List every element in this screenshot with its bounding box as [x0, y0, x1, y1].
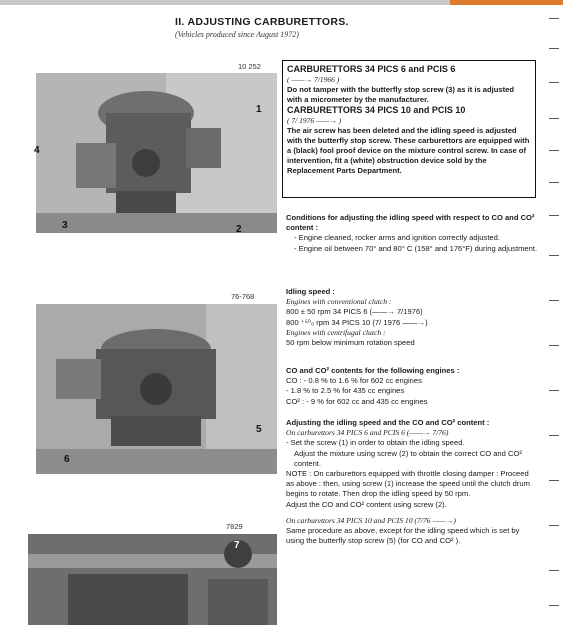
box-date-1: ( ——→ 7/1966 ) — [287, 75, 340, 84]
callout-4: 4 — [34, 145, 40, 156]
adjust-note: NOTE : On carburettors equipped with throttle closing damper : Proceed as above : then, using screw (1) increase the speed until the clutch drum begins to rotate. Then drop the idling speed by 50 rpm. — [286, 469, 530, 499]
figure-1-carburettor-photo — [36, 73, 277, 233]
margin-tick — [549, 150, 559, 151]
conditions-section — [286, 213, 538, 254]
carburettor-illustration-1 — [36, 73, 277, 233]
box-heading-2: CARBURETTORS 34 PICS 10 and PCIS 10 — [287, 105, 466, 115]
adjust-step-1: - Set the screw (1) in order to obtain the idling speed. — [286, 438, 465, 448]
adjust-carb-2: On carburettors 34 PICS 10 and PCIS 10 (7/76 ——→) — [286, 515, 456, 525]
callout-1: 1 — [256, 104, 262, 115]
idling-row-3: 50 rpm below minimum rotation speed — [286, 338, 415, 348]
margin-tick — [549, 390, 559, 391]
conditions-heading: Conditions for adjusting the idling speed with respect to CO and CO² content : — [286, 213, 535, 233]
margin-tick — [549, 215, 559, 216]
idling-row-1: 800 ± 50 rpm 34 PICS 6 (——→ 7/1976) — [286, 307, 423, 317]
right-margin-marks — [545, 0, 563, 625]
page-subtitle: (Vehicles produced since August 1972) — [175, 30, 299, 39]
co-heading: CO and CO² contents for the following engines : — [286, 366, 460, 375]
adjust-section — [286, 418, 538, 546]
idling-section — [286, 287, 538, 348]
callout-6: 6 — [64, 454, 70, 465]
idling-row-2: 800 ⁺⁵⁰₀ rpm 34 PICS 10 (7/ 1976 ——→) — [286, 317, 428, 327]
top-border — [0, 0, 563, 5]
margin-tick — [549, 18, 559, 19]
margin-tick — [549, 435, 559, 436]
margin-tick — [549, 570, 559, 571]
top-border-grey — [0, 0, 450, 5]
margin-tick — [549, 605, 559, 606]
conditions-line-1: - Engine cleaned, rocker arms and ignition correctly adjusted. — [294, 233, 500, 243]
callout-3: 3 — [62, 220, 68, 231]
callout-7: 7 — [234, 540, 240, 551]
figure-2-carburettor-photo — [36, 304, 277, 474]
box-date-2: ( 7/ 1976 ——→ ) — [287, 116, 342, 125]
figure-1-ref: 10 252 — [238, 62, 261, 71]
adjust-step-4: Same procedure as above, except for the idling speed which is set by using the butterfly stop screw (5) (for CO and CO² ). — [286, 526, 520, 546]
margin-tick — [549, 182, 559, 183]
adjust-step-2: Adjust the mixture using screw (2) to obtain the correct CO and CO² content. — [294, 448, 522, 468]
box-heading-1: CARBURETTORS 34 PICS 6 and PCIS 6 — [287, 64, 456, 74]
carburettor-illustration-2 — [36, 304, 277, 474]
margin-tick — [549, 255, 559, 256]
margin-tick — [549, 300, 559, 301]
carburettor-note-box — [282, 60, 536, 198]
box-paragraph-2: The air screw has been deleted and the idling speed is adjusted with the butterfly stop screw. These carburettors are equipped with a (black) fool proof device on the mixture control screw. In case of intervention, fit a (white) obstruction device sold by the Replacement Parts Department. — [287, 126, 530, 175]
adjust-step-3: Adjust the CO and CO² content using screw (2). — [286, 499, 447, 509]
callout-2: 2 — [236, 224, 242, 235]
page-title: II. ADJUSTING CARBURETTORS. — [175, 16, 349, 28]
margin-tick — [549, 48, 559, 49]
box-paragraph-1: Do not tamper with the butterfly stop screw (3) as it is adjusted with a micrometer by the manufacturer. — [287, 85, 515, 104]
margin-tick — [549, 82, 559, 83]
figure-2-ref: 76-768 — [231, 292, 255, 301]
margin-tick — [549, 345, 559, 346]
adjust-carb-1: On carburettors 34 PICS 6 and PCIS 6 (——→ 7/76) — [286, 428, 449, 438]
idling-heading: Idling speed : — [286, 287, 335, 296]
co-line-2: - 1.8 % to 2.5 % for 435 cc engines — [286, 386, 405, 396]
idling-conventional-label: Engines with conventional clutch : — [286, 297, 392, 307]
co-line-3: CO² : - 9 % for 602 cc and 435 cc engines — [286, 396, 428, 406]
callout-5: 5 — [256, 424, 262, 435]
idling-centrifugal-label: Engines with centrifugal clutch : — [286, 327, 386, 337]
co-section — [286, 366, 538, 407]
adjust-heading: Adjusting the idling speed and the CO and CO² content : — [286, 418, 490, 427]
conditions-line-2: - Engine oil between 70° and 80° C (158° and 176°F) during adjustment. — [294, 243, 538, 253]
figure-3-ref: 7829 — [226, 522, 243, 531]
co-line-1: CO : - 0.8 % to 1.6 % for 602 cc engines — [286, 376, 422, 386]
margin-tick — [549, 525, 559, 526]
margin-tick — [549, 480, 559, 481]
margin-tick — [549, 118, 559, 119]
